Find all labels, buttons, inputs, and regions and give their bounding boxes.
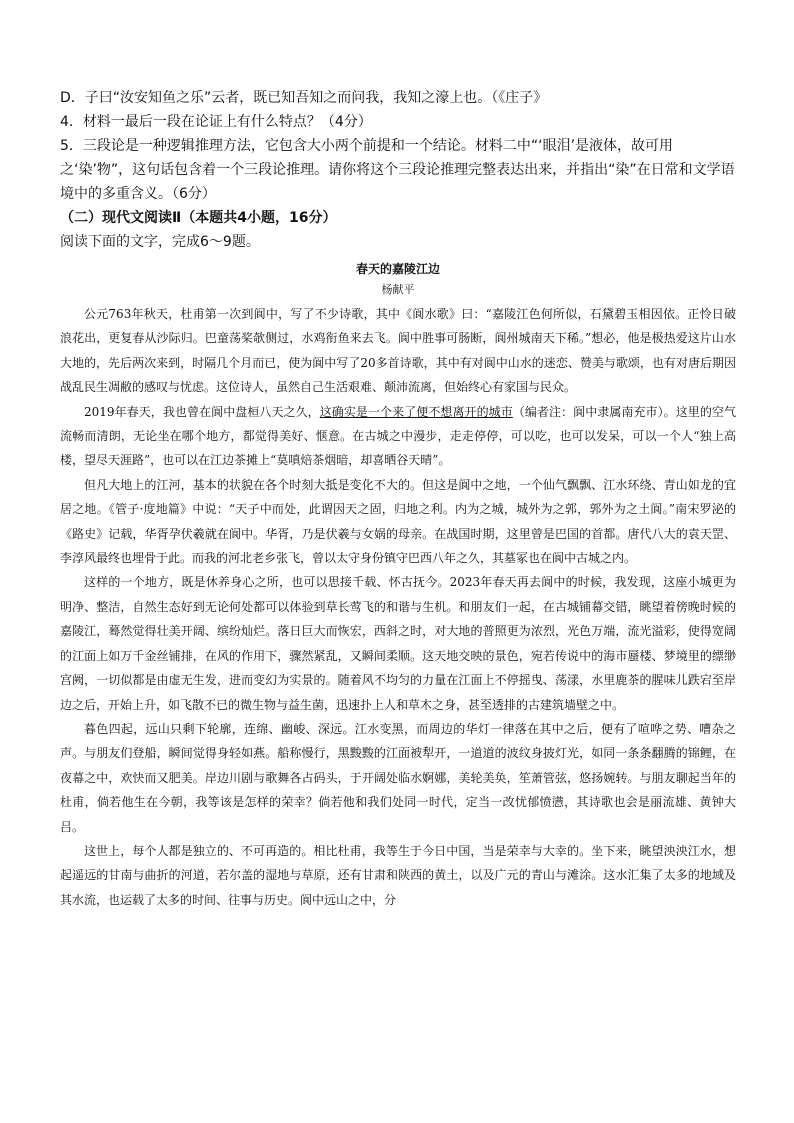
article-paragraph-3: 但凡大地上的江河，基本的状貌在各个时刻大抵是变化不大的。但这是阆中之地，一个仙气飘飘、江水环绕、青山如龙的宜居之地。《管子·度地篇》中说：“天子中而处，此谓因天之固，归地之利。内为之城，城外为之郭，郭外为之土阆。”南宋罗泌的《路史》记载，华胥孕伏羲就在阆中。华胥，乃是伏羲与女娲的母亲。在战国时期，这里曾是巴国的首都。唐代八大的袁天罡、李淳风最终也埋骨于此。而我的河北老乡张飞，曾以太守身份镇守巴西八年之久，其墓冢也在阆中古城之内。: [60, 477, 736, 566]
underlined-sentence: 这确实是一个来了便不想离开的城市: [319, 404, 513, 419]
section-instruction: 阅读下面的文字，完成6～9题。: [60, 234, 260, 250]
question-5: 5．三段论是一种逻辑推理方法，它包含大小两个前提和一个结论。材料二中“‘眼泪’是液体，故可用之‘染’物”，这句话包含着一个三段论推理。请你将这个三段论推理完整表达出来，并指出“染”在日常和文学语境中的多重含义。（6分）: [60, 138, 735, 202]
article-paragraph-5: 暮色四起，远山只剩下轮廓，连绵、幽峻、深远。江水变黑，而周边的华灯一律落在其中之后，便有了喧哗之势、嘈杂之声。与朋友们登船，瞬间觉得身轻如燕。船称慢行，黑黢黢的江面被犁开，一道道的波纹身披灯光，如同一条条翻腾的锦鲤，在夜幕之中，欢快而又肥美。岸边川剧与歌舞各占码头，于开阔处临水婀娜，美轮美奂，笙萧管弦，悠扬婉转。与朋友聊起当年的杜甫，倘若他生在今朝，我等该是怎样的荣幸？倘若他和我们处同一时代，定当一改忧郁愤懑，其诗歌也会是丽流雄、黄钟大吕。: [60, 721, 736, 834]
article-paragraph-6: 这世上，每个人都是独立的、不可再造的。相比杜甫，我等生于今日中国，当是荣幸与大幸的。坐下来，眺望泱泱江水，想起遥远的甘南与曲折的河道，若尔盖的湿地与草原，还有甘肃和陕西的黄土，以及广元的青山与滩涂。这水汇集了太多的地域及其水流，也运载了太多的时间、往事与历史。阆中远山之中，分: [60, 843, 736, 907]
article-author: 杨献平: [381, 283, 415, 296]
paragraph-2-end: （编者注：阆中隶属南充市）。这里的空气流畅而清朗，无论坐在哪个地方，都觉得美好、惬意。在古城之中漫步，走走停停，可以吃，也可以发呆，可以一个人“独上高楼，望尽天涯路”，也可以在江边茶摊上“莫嗔焙茶烟暗，却喜晒谷天晴”。: [60, 404, 736, 468]
article-paragraph-1: 公元763年秋天，杜甫第一次到阆中，写了不少诗歌，其中《阆水歌》曰：“嘉陵江色何所似，石黛碧玉相因依。正怜日破浪花出，更复春从沙际归。巴童荡桨欹侧过，水鸡衔鱼来去飞。阆中胜事可肠断，阆州城南天下稀。”想必，他是极热爱这片山水大地的，先后两次来到，时隔几个月而已，使为阆中写了20多首诗歌，其中有对阆中山水的迷恋、赞美与歌颂，也有对唐后期因战乱民生凋敝的感叹与忧虑。这位诗人，虽然自己生活艰难、颠沛流离，但始终心有家国与民众。: [60, 307, 736, 395]
section-heading: （二）现代文阅读Ⅱ（本题共4小题，16分）: [60, 210, 337, 226]
article-paragraph-2: [60, 400, 736, 473]
question-4: 4．材料一最后一段在论证上有什么特点？（4分）: [60, 114, 372, 130]
document-page: [60, 86, 736, 912]
option-d-text: D．子曰“汝安知鱼之乐”云者，既已知吾知之而问我，我知之濠上也。（《庄子》: [60, 90, 548, 106]
article-paragraph-4: 这样的一个地方，既是休养身心之所，也可以思接千载、怀古抚今。2023年春天再去阆中的时候，我发现，这座小城更为明净、整洁，自然生态好到无论何处都可以体验到草长莺飞的和谐与生机。和朋友们一起，在古城铺幕交错，眺望着傍晚时候的嘉陵江，蓦然觉得壮美开阔、缤纷灿烂。落日巨大而恢宏，西斜之时，对大地的普照更为浓烈，光色万端，流光溢彩，使得宽阔的江面上如万千金丝铺排，在风的作用下，骤然紧乱，又瞬间柔顺。这天地交映的景色，宛若传说中的海市蜃楼、梦境里的缥缈宫阙，一切似都是由虚无生发，进而变幻为实景的。随着风不均匀的力量在江面上不停摇曳、荡漾，水里鹿茶的腥味儿跌宕至岸边之后，开始上升，如飞散不已的微生物与益生菌，迅速扑上人和草木之身，甚至透排的古建筑墙壁之中。: [60, 575, 736, 712]
article-title: 春天的嘉陵江边: [355, 262, 440, 276]
paragraph-2-start: 2019年春天，我也曾在阆中盘桓八天之久，: [84, 404, 320, 419]
